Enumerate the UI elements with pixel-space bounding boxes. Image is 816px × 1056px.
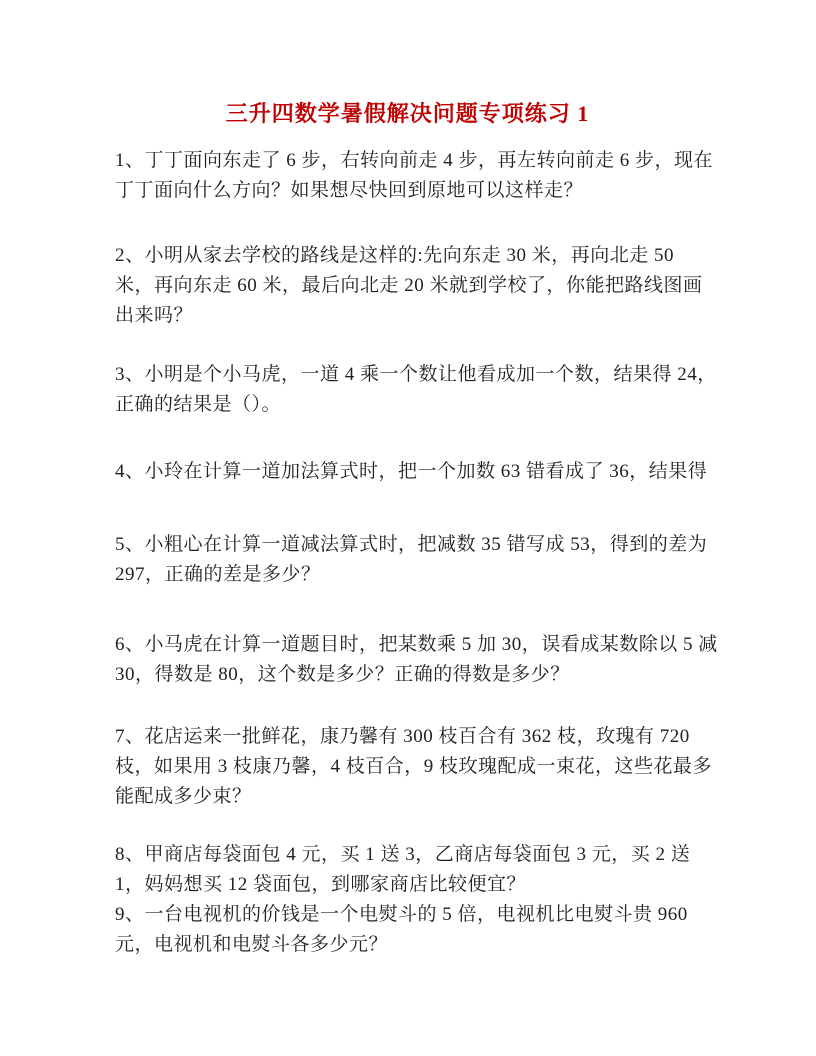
problem-4 [115, 457, 708, 487]
problem-3-line-2: 正确的结果是（）。 [115, 394, 282, 415]
problem-4-line-1: 4、小玲在计算一道加法算式时，把一个加数 63 错看成了 36，结果得 [115, 461, 708, 482]
problem-6-line-2: 30，得数是 80，这个数是多少？正确的得数是多少？ [115, 664, 570, 685]
problem-7 [115, 722, 713, 812]
problem-9 [115, 900, 700, 960]
problem-5-line-2: 297，正确的差是多少？ [115, 564, 321, 585]
problem-3-line-1: 3、小明是个小马虎，一道 4 乘一个数让他看成加一个数，结果得 24， [115, 364, 717, 385]
problem-2-line-3: 出来吗？ [115, 305, 194, 326]
problem-9-line-1: 9、一台电视机的价钱是一个电熨斗的 5 倍，电视机比电熨斗贵 960 [115, 904, 688, 925]
problem-1-line-1: 1、丁丁面向东走了 6 步，右转向前走 4 步，再左转向前走 6 步，现在 [115, 150, 714, 171]
problem-5 [115, 530, 708, 590]
problem-6 [115, 630, 718, 690]
problem-8-line-2: 1，妈妈想买 12 袋面包，到哪家商店比较便宜？ [115, 874, 527, 895]
problem-6-line-1: 6、小马虎在计算一道题目时，把某数乘 5 加 30，误看成某数除以 5 减 [115, 634, 718, 655]
problem-1 [115, 146, 714, 206]
problem-8 [115, 840, 700, 900]
problem-5-line-1: 5、小粗心在计算一道减法算式时，把减数 35 错写成 53，得到的差为 [115, 534, 708, 555]
problem-9-line-2: 元，电视机和电熨斗各多少元？ [115, 934, 389, 955]
problem-1-line-2: 丁丁面向什么方向？如果想尽快回到原地可以这样走？ [115, 180, 584, 201]
problem-3 [115, 360, 717, 420]
problem-8-line-1: 8、甲商店每袋面包 4 元，买 1 送 3，乙商店每袋面包 3 元，买 2 送 [115, 844, 691, 865]
problem-2-line-2: 米，再向东走 60 米，最后向北走 20 米就到学校了，你能把路线图画 [115, 275, 703, 296]
problem-2-line-1: 2、小明从家去学校的路线是这样的:先向东走 30 米，再向北走 50 [115, 245, 675, 266]
worksheet-title: 三升四数学暑假解决问题专项练习 1 [225, 101, 590, 126]
problem-7-line-1: 7、花店运来一批鲜花，康乃馨有 300 枝百合有 362 枝，玫瑰有 720 [115, 726, 690, 747]
problem-2 [115, 241, 703, 331]
problem-7-line-3: 能配成多少束？ [115, 786, 252, 807]
problem-7-line-2: 枝，如果用 3 枝康乃馨，4 枝百合，9 枝玫瑰配成一束花，这些花最多 [115, 756, 713, 777]
